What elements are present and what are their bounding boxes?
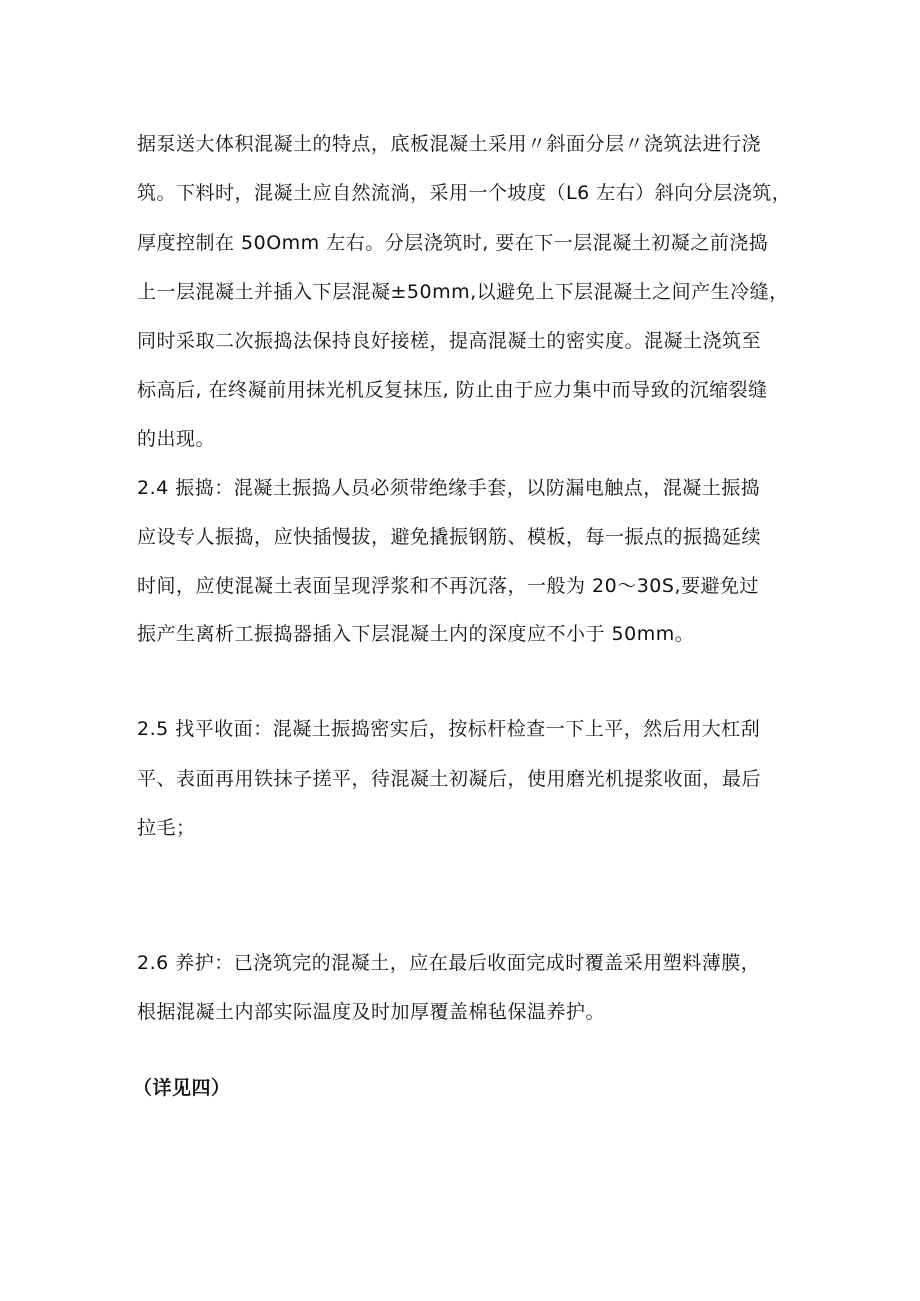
text-line: 的出现。 bbox=[137, 428, 216, 450]
text-line: 2.6 养护：已浇筑完的混凝土，应在最后收面完成时覆盖采用塑料薄膜， bbox=[137, 952, 761, 974]
text-line: 拉毛； bbox=[137, 817, 196, 839]
text-line: 平、表面再用铁抹子搓平，待混凝土初凝后，使用磨光机提浆收面，最后 bbox=[137, 768, 762, 790]
text-line: 上一层混凝土并插入下层混凝±50mm,以避免上下层混凝土之间产生冷缝， bbox=[137, 281, 789, 303]
reference-note: （详见四） bbox=[133, 1077, 231, 1099]
text-line: 应设专人振捣，应快插慢拔，避免撬振钢筋、模板，每一振点的振捣延续 bbox=[137, 526, 762, 548]
text-line: 据泵送大体积混凝土的特点，底板混凝土采用〃斜面分层〃浇筑法进行浇 bbox=[137, 133, 762, 155]
text-line: 同时采取二次振捣法保持良好接槎，提高混凝土的密实度。混凝土浇筑至 bbox=[137, 330, 762, 352]
text-line: 筑。下料时，混凝土应自然流淌，采用一个坡度（L6 左右）斜向分层浇筑， bbox=[137, 182, 792, 204]
text-line: 时间，应使混凝土表面呈现浮浆和不再沉落，一般为 20～30S,要避免过 bbox=[137, 575, 759, 597]
text-line: 2.5 找平收面：混凝土振捣密实后，按标杆检查一下上平，然后用大杠刮 bbox=[137, 718, 761, 740]
text-line: 根据混凝土内部实际温度及时加厚覆盖棉毡保温养护。 bbox=[137, 1001, 606, 1023]
text-line: 2.4 振捣：混凝土振捣人员必须带绝缘手套，以防漏电触点，混凝土振捣 bbox=[137, 477, 761, 499]
text-line: 厚度控制在 50Omm 左右。分层浇筑时, 要在下一层混凝土初凝之前浇捣 bbox=[137, 232, 769, 254]
text-line: 标高后, 在终凝前用抹光机反复抹压, 防止由于应力集中而导致的沉缩裂缝 bbox=[137, 379, 768, 401]
text-line: 振产生离析工振捣器插入下层混凝土内的深度应不小于 50mm。 bbox=[137, 623, 695, 645]
